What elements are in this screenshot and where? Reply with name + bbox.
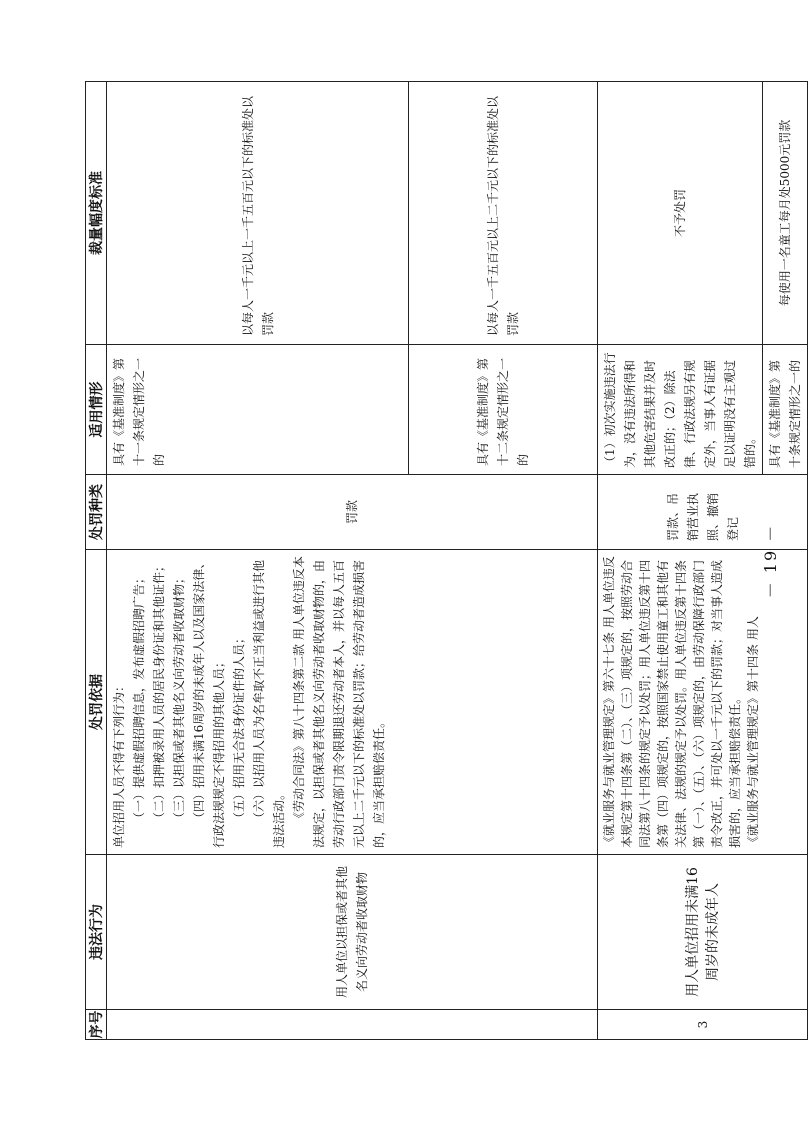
act-text: 用人单位以担保或者其他名义向劳动者收取财物: [335, 866, 369, 999]
situation-cell-1: [107, 345, 409, 475]
basis-line: 《劳动合同法》第八十四条第二款 用人单位违反本法规定，以担保或者其他名义向劳动者收取财物的，由劳动行政部门责令限期退还劳动者本人，并以每人五百元以上二千元以下的标准处以罚款；给劳动者造成损害的，应当承担赔偿责任。: [292, 556, 386, 848]
header-basis: 处罚依据: [86, 550, 107, 855]
basis-text-3: [598, 550, 764, 854]
basis-line: （三）以担保或者其他名义向劳动者收取财物；: [172, 571, 186, 824]
situation-text: 具有《基准制度》第十二条规定情形之一的: [476, 357, 530, 466]
header-act: 违法行为: [86, 855, 107, 1010]
header-serial: 序号: [86, 1010, 107, 1040]
basis-line: 单位招用人员不得有下列行为：: [112, 679, 126, 848]
basis-line: （二）扣押被录用人员的居民身份证和其他证件；: [152, 559, 166, 824]
header-penalty-type: 处罚种类: [86, 475, 107, 550]
basis-line: （一）提供虚假招聘信息，发布虚假招聘广告；: [132, 571, 146, 824]
standard-text: 以每人一千五百元以上二千元以下的标准处以罚款: [486, 95, 520, 336]
table-header-row: [86, 82, 107, 1040]
act-cell-continued: [107, 855, 598, 1010]
serial-cell-continued: [107, 1010, 598, 1040]
basis-line: （四）招用未满16周岁的未成年人以及国家法律、行政法规规定不得招用的其他人员；: [192, 556, 226, 848]
standard-cell-1: [107, 82, 409, 345]
basis-line: （五）招用无合法身份证件的人员；: [232, 631, 246, 824]
serial-text: 3: [695, 1020, 710, 1029]
penalty-type-text: 罚款: [345, 500, 359, 525]
standard-text: 不予处罚: [673, 189, 687, 238]
header-situation: 适用情形: [86, 345, 107, 475]
standard-text: 每使用一名童工每月处5000元罚款: [762, 82, 807, 344]
header-standard: 裁量幅度标准: [86, 82, 107, 345]
standard-cell-2: [409, 82, 598, 345]
situation-cell-2: [409, 345, 598, 475]
table-row-continued: [107, 82, 409, 1040]
basis-text-continued: [107, 550, 391, 854]
penalty-type-text: 罚款、吊销营业执照、撤销登记: [665, 492, 740, 541]
basis-line: （六）以招用人员为名牟取不正当利益或进行其他违法活动。: [252, 559, 286, 848]
act-text: 用人单位招用未满16周岁的未成年人: [684, 867, 721, 997]
situation-text: 具有《基准制度》第十一条规定情形之一的: [112, 357, 166, 466]
page-number: － 19 －: [761, 523, 780, 599]
basis-line: 《就业服务与就业管理规定》第六十七条 用人单位违反本规定第十四条第（二）、（三）项规定的，按照劳动合同法第八十四条的规定予以处罚；用人单位违反第十四条第（四）项规定的，按照国家禁止使用童工和其他有关法律、法规的规定予以处罚。用人单位违反第十四条第（一）、（五）、（六）项规定的，由劳动保障行政部门责令改正，并可处以一千元以下的罚款；对当事人造成损害的，应当承担赔偿责任。: [602, 556, 742, 848]
situation-text: 具有《基准制度》第十条规定情形之一的: [762, 345, 807, 474]
penalty-standards-table: [85, 81, 808, 1040]
basis-cell-continued: [107, 550, 598, 855]
standard-text: 以每人一千元以上一千五百元以下的标准处以罚款: [240, 95, 275, 336]
basis-line: 《就业服务与就业管理规定》第十四条 用人: [746, 616, 760, 848]
penalty-type-cell-continued: [107, 475, 598, 550]
situation-text: （1）初次实施违法行为，没有违法所得和其他危害结果并及时改正的；（2）除法律、行政法规另有规定外，当事人有证据足以证明没有主观过错的。: [603, 352, 757, 468]
